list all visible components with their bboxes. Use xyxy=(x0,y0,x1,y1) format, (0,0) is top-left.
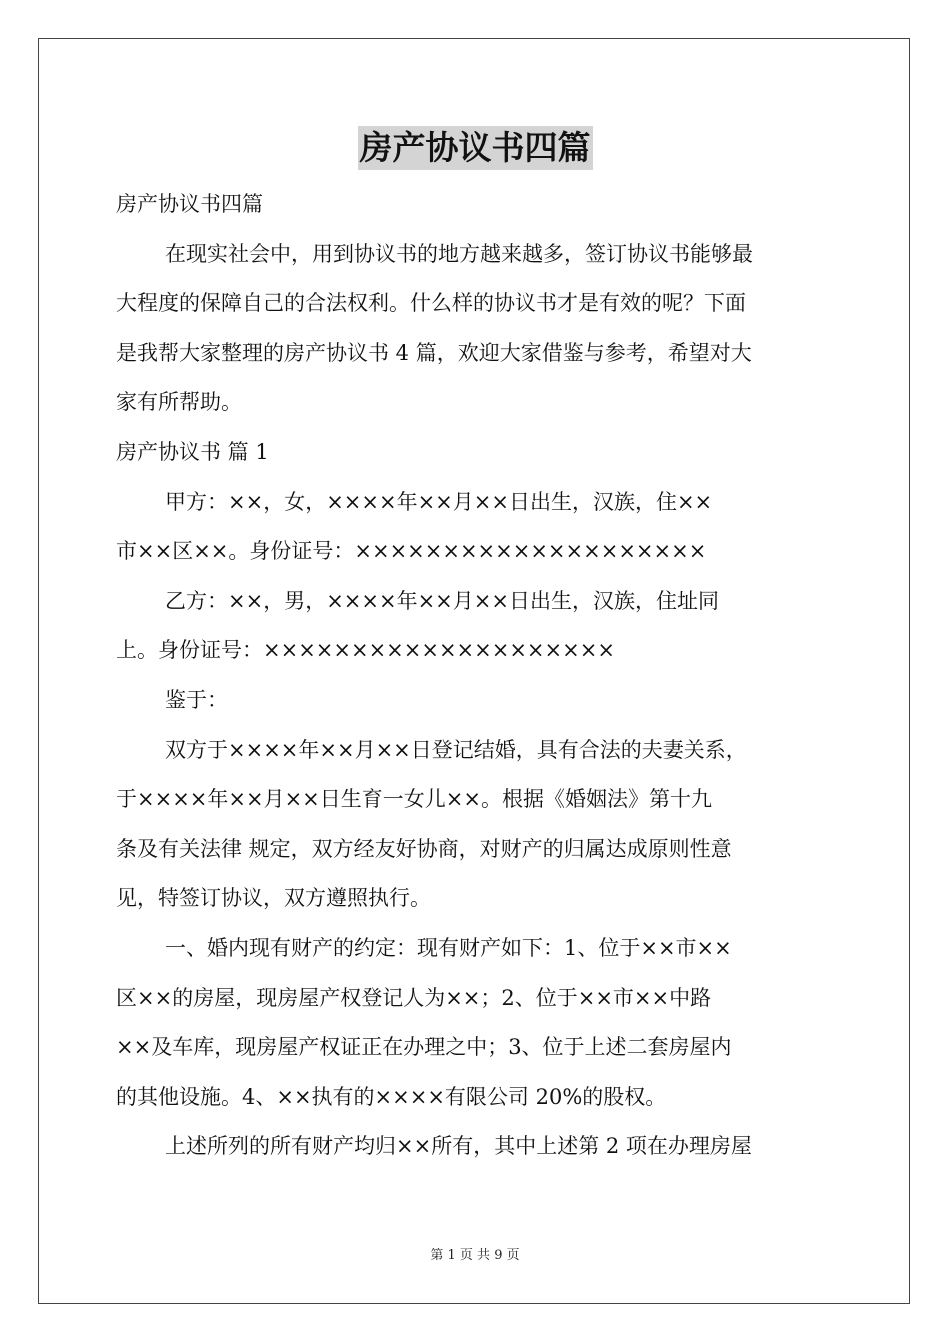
text-line: 家有所帮助。 xyxy=(116,390,242,415)
text-line: 鉴于： xyxy=(165,687,228,712)
text-line: 见，特签订协议，双方遵照执行。 xyxy=(116,886,431,911)
text-line: 甲方：××，女，××××年××月××日出生，汉族，住×× xyxy=(165,489,713,514)
text-line: 双方于××××年××月××日登记结婚，具有合法的夫妻关系， xyxy=(165,737,747,762)
page-footer: 第 1 页 共 9 页 xyxy=(430,1248,520,1263)
text-line: 房产协议书四篇 xyxy=(116,192,263,216)
text-line: 的其他设施。4、××执有的××××有限公司 20%的股权。 xyxy=(116,1084,667,1109)
text-line: 上。身份证号：×××××××××××××××××××× xyxy=(116,638,615,663)
text-line: 上述所列的所有财产均归××所有，其中上述第 2 项在办理房屋 xyxy=(165,1134,752,1159)
text-line: 房产协议书 篇 1 xyxy=(116,439,269,464)
text-line: 条及有关法律 规定，双方经友好协商，对财产的归属达成原则性意 xyxy=(116,836,732,861)
text-line: 是我帮大家整理的房产协议书 4 篇，欢迎大家借鉴与参考，希望对大 xyxy=(116,340,752,365)
text-line: 于××××年××月××日生育一女儿××。根据《婚姻法》第十九 xyxy=(116,787,712,812)
text-line: ××及车库，现房屋产权证正在办理之中；3、位于上述二套房屋内 xyxy=(116,1035,732,1060)
document-title: 房产协议书四篇 xyxy=(358,126,593,170)
text-line: 在现实社会中，用到协议书的地方越来越多，签订协议书能够最 xyxy=(165,241,753,266)
text-line: 乙方：××，男，××××年××月××日出生，汉族，住址同 xyxy=(165,588,719,613)
text-line: 区××的房屋，现房屋产权登记人为××；2、位于××市××中路 xyxy=(116,985,712,1010)
text-line: 大程度的保障自己的合法权利。什么样的协议书才是有效的呢？下面 xyxy=(116,291,746,316)
text-line: 一、婚内现有财产的约定：现有财产如下：1、位于××市×× xyxy=(165,935,732,960)
title-container xyxy=(0,126,950,170)
document-body xyxy=(116,180,836,1172)
text-line: 市××区××。身份证号：×××××××××××××××××××× xyxy=(116,539,707,564)
